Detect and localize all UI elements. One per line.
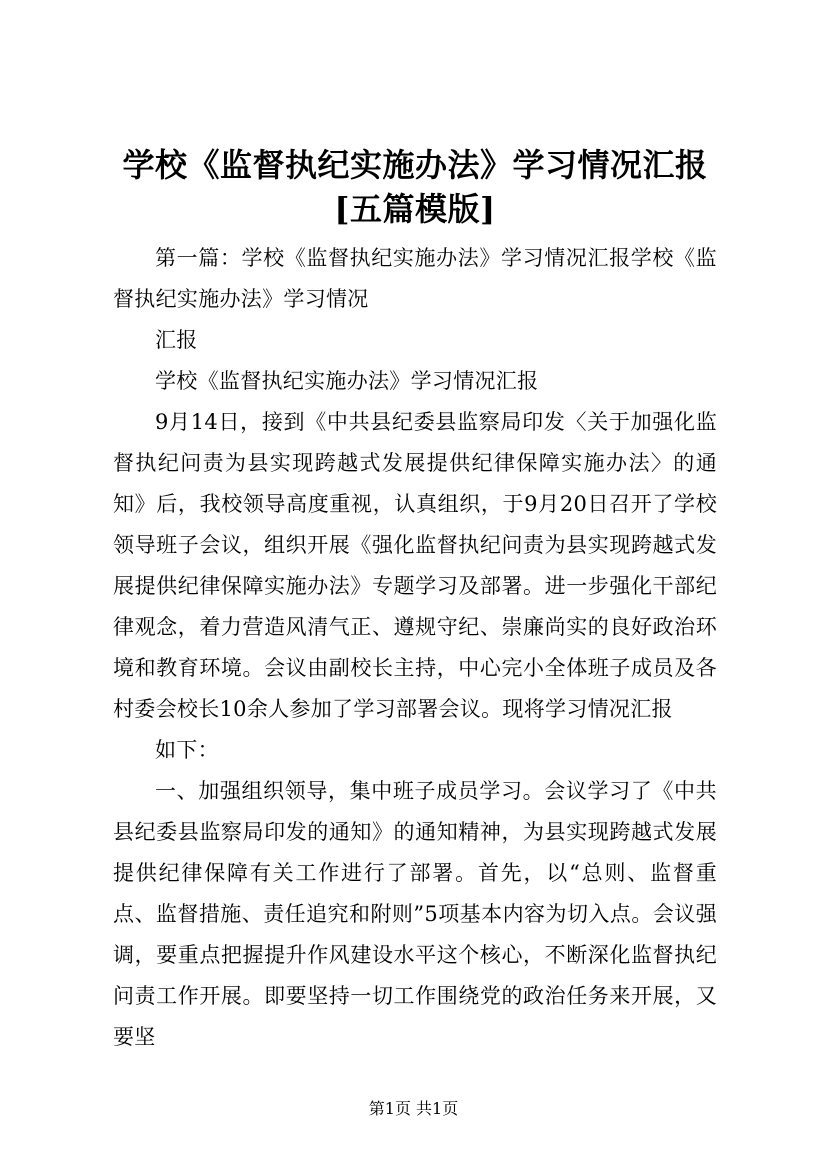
paragraph-section-one: 一、加强组织领导，集中班子成员学习。会议学习了《中共县纪委县监察局印发的通知》的通知精神，为县实现跨越式发展提供纪律保障有关工作进行了部署。首先，以“总则、监督重点、监督措施、责任追究和附则”5项基本内容为切入点。会议强调，要重点把握提升作风建设水平这个核心，不断深化监督执纪问责工作开展。即要坚持一切工作围绕党的政治任务来开展，又要坚	[113, 779, 717, 1049]
document-title: 学校《监督执纪实施办法》学习情况汇报[五篇模版]	[122, 146, 708, 228]
page-footer: 第1页 共1页	[368, 1099, 459, 1118]
paragraph-report-word: 汇报	[155, 328, 198, 352]
document-body	[113, 238, 717, 1058]
paragraph-main-intro: 9月14日，接到《中共县纪委县监察局印发〈关于加强化监督执纪问责为县实现跨越式发展提供纪律保障实施办法〉的通知》后，我校领导高度重视，认真组织，于9月20日召开了学校领导班子会议，组织开展《强化监督执纪问责为县实现跨越式发展提供纪律保障实施办法》专题学习及部署。进一步强化干部纪律观念，着力营造风清气正、遵规守纪、崇廉尚实的良好政治环境和教育环境。会议由副校长主持，中心完小全体班子成员及各村委会校长10余人参加了学习部署会议。现将学习情况汇报	[113, 410, 717, 721]
paragraph-subtitle: 学校《监督执纪实施办法》学习情况汇报	[155, 369, 539, 393]
paragraph-chapter-heading: 第一篇：学校《监督执纪实施办法》学习情况汇报学校《监督执纪实施办法》学习情况	[113, 246, 717, 311]
paragraph-as-follows: 如下：	[155, 738, 219, 762]
